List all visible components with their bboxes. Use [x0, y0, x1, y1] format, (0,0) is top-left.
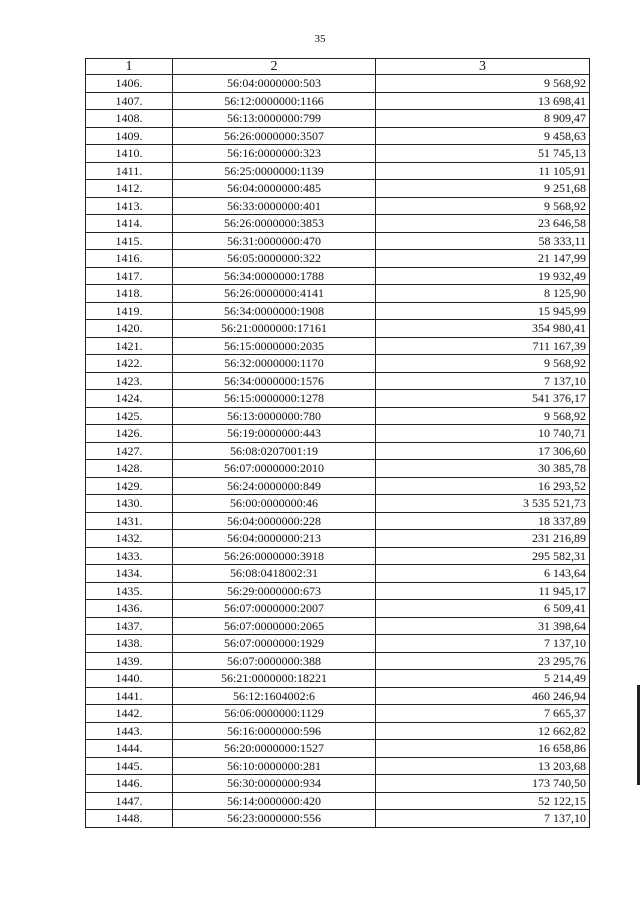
row-number: 1416.: [86, 250, 173, 268]
row-number: 1415.: [86, 232, 173, 250]
cadastral-value: 6 143,64: [376, 565, 590, 583]
row-number: 1440.: [86, 670, 173, 688]
cadastral-value: 15 945,99: [376, 302, 590, 320]
table-row: [86, 617, 590, 635]
cadastral-number: 56:12:1604002:6: [173, 687, 376, 705]
cadastral-value: 13 698,41: [376, 92, 590, 110]
cadastral-number: 56:16:0000000:596: [173, 722, 376, 740]
table-row: [86, 425, 590, 443]
cadastral-value: 51 745,13: [376, 145, 590, 163]
cadastral-number: 56:07:0000000:1929: [173, 635, 376, 653]
table-row: [86, 197, 590, 215]
cadastral-value: 16 293,52: [376, 477, 590, 495]
table-row: [86, 372, 590, 390]
cadastral-value: 10 740,71: [376, 425, 590, 443]
cadastral-value: 52 122,15: [376, 792, 590, 810]
row-number: 1407.: [86, 92, 173, 110]
row-number: 1413.: [86, 197, 173, 215]
column-header-3: 3: [376, 59, 590, 75]
row-number: 1442.: [86, 705, 173, 723]
cadastral-number: 56:13:0000000:780: [173, 407, 376, 425]
cadastral-value: 19 932,49: [376, 267, 590, 285]
row-number: 1418.: [86, 285, 173, 303]
table-row: [86, 267, 590, 285]
row-number: 1406.: [86, 75, 173, 93]
table-row: [86, 477, 590, 495]
cadastral-number: 56:26:0000000:3918: [173, 547, 376, 565]
table-row: [86, 740, 590, 758]
cadastral-number: 56:20:0000000:1527: [173, 740, 376, 758]
table-row: [86, 232, 590, 250]
cadastral-value: 354 980,41: [376, 320, 590, 338]
cadastral-value: 23 295,76: [376, 652, 590, 670]
row-number: 1419.: [86, 302, 173, 320]
row-number: 1436.: [86, 600, 173, 618]
cadastral-value: 16 658,86: [376, 740, 590, 758]
cadastral-number: 56:21:0000000:17161: [173, 320, 376, 338]
cadastral-value: 173 740,50: [376, 775, 590, 793]
cadastral-number: 56:14:0000000:420: [173, 792, 376, 810]
page-number: 35: [314, 33, 326, 45]
cadastral-value: 13 203,68: [376, 757, 590, 775]
cadastral-value: 231 216,89: [376, 530, 590, 548]
cadastral-number: 56:34:0000000:1908: [173, 302, 376, 320]
row-number: 1431.: [86, 512, 173, 530]
cadastral-number: 56:19:0000000:443: [173, 425, 376, 443]
row-number: 1432.: [86, 530, 173, 548]
cadastral-number: 56:21:0000000:18221: [173, 670, 376, 688]
row-number: 1439.: [86, 652, 173, 670]
column-header-2: 2: [173, 59, 376, 75]
row-number: 1435.: [86, 582, 173, 600]
table-row: [86, 530, 590, 548]
cadastral-number: 56:10:0000000:281: [173, 757, 376, 775]
cadastral-number: 56:13:0000000:799: [173, 110, 376, 128]
cadastral-number: 56:05:0000000:322: [173, 250, 376, 268]
table-row: [86, 722, 590, 740]
cadastral-number: 56:04:0000000:228: [173, 512, 376, 530]
cadastral-value: 23 646,58: [376, 215, 590, 233]
table-row: [86, 670, 590, 688]
row-number: 1412.: [86, 180, 173, 198]
table-row: [86, 337, 590, 355]
table-row: [86, 320, 590, 338]
cadastral-value: 5 214,49: [376, 670, 590, 688]
cadastral-number: 56:30:0000000:934: [173, 775, 376, 793]
cadastral-number: 56:04:0000000:503: [173, 75, 376, 93]
cadastral-value: 7 137,10: [376, 372, 590, 390]
row-number: 1443.: [86, 722, 173, 740]
table-row: [86, 110, 590, 128]
cadastral-value: 9 251,68: [376, 180, 590, 198]
cadastral-number: 56:07:0000000:388: [173, 652, 376, 670]
row-number: 1425.: [86, 407, 173, 425]
cadastral-number: 56:26:0000000:3507: [173, 127, 376, 145]
row-number: 1441.: [86, 687, 173, 705]
cadastral-number: 56:31:0000000:470: [173, 232, 376, 250]
row-number: 1445.: [86, 757, 173, 775]
column-header-1: 1: [86, 59, 173, 75]
row-number: 1438.: [86, 635, 173, 653]
table-header-row: [86, 59, 590, 75]
cadastral-value: 9 458,63: [376, 127, 590, 145]
cadastral-number: 56:08:0207001:19: [173, 442, 376, 460]
cadastral-value: 11 945,17: [376, 582, 590, 600]
table-row: [86, 792, 590, 810]
cadastral-value: 21 147,99: [376, 250, 590, 268]
row-number: 1427.: [86, 442, 173, 460]
cadastral-value: 9 568,92: [376, 407, 590, 425]
table-row: [86, 565, 590, 583]
row-number: 1433.: [86, 547, 173, 565]
row-number: 1409.: [86, 127, 173, 145]
cadastral-number: 56:07:0000000:2065: [173, 617, 376, 635]
table-row: [86, 442, 590, 460]
cadastral-number: 56:26:0000000:3853: [173, 215, 376, 233]
cadastral-value: 30 385,78: [376, 460, 590, 478]
table-row: [86, 285, 590, 303]
table-row: [86, 390, 590, 408]
cadastral-number: 56:25:0000000:1139: [173, 162, 376, 180]
cadastral-number: 56:04:0000000:213: [173, 530, 376, 548]
cadastral-value-table: [85, 58, 590, 828]
table-row: [86, 250, 590, 268]
cadastral-value: 9 568,92: [376, 75, 590, 93]
cadastral-number: 56:00:0000000:46: [173, 495, 376, 513]
table-row: [86, 757, 590, 775]
cadastral-value: 6 509,41: [376, 600, 590, 618]
table-row: [86, 810, 590, 828]
table-row: [86, 460, 590, 478]
cadastral-number: 56:04:0000000:485: [173, 180, 376, 198]
row-number: 1448.: [86, 810, 173, 828]
row-number: 1437.: [86, 617, 173, 635]
cadastral-number: 56:07:0000000:2007: [173, 600, 376, 618]
cadastral-value: 18 337,89: [376, 512, 590, 530]
cadastral-value: 8 125,90: [376, 285, 590, 303]
cadastral-value: 9 568,92: [376, 355, 590, 373]
cadastral-number: 56:29:0000000:673: [173, 582, 376, 600]
cadastral-value: 541 376,17: [376, 390, 590, 408]
table-row: [86, 127, 590, 145]
cadastral-number: 56:24:0000000:849: [173, 477, 376, 495]
row-number: 1444.: [86, 740, 173, 758]
table-row: [86, 600, 590, 618]
cadastral-value: 12 662,82: [376, 722, 590, 740]
table-row: [86, 180, 590, 198]
table-row: [86, 687, 590, 705]
row-number: 1430.: [86, 495, 173, 513]
table-row: [86, 355, 590, 373]
cadastral-value: 711 167,39: [376, 337, 590, 355]
row-number: 1423.: [86, 372, 173, 390]
cadastral-number: 56:15:0000000:1278: [173, 390, 376, 408]
row-number: 1429.: [86, 477, 173, 495]
row-number: 1426.: [86, 425, 173, 443]
table-row: [86, 705, 590, 723]
table-row: [86, 512, 590, 530]
table-row: [86, 407, 590, 425]
cadastral-number: 56:15:0000000:2035: [173, 337, 376, 355]
cadastral-number: 56:08:0418002:31: [173, 565, 376, 583]
table-row: [86, 582, 590, 600]
table-row: [86, 652, 590, 670]
row-number: 1410.: [86, 145, 173, 163]
cadastral-value: 9 568,92: [376, 197, 590, 215]
row-number: 1421.: [86, 337, 173, 355]
cadastral-value: 31 398,64: [376, 617, 590, 635]
table-row: [86, 215, 590, 233]
row-number: 1447.: [86, 792, 173, 810]
row-number: 1434.: [86, 565, 173, 583]
cadastral-number: 56:07:0000000:2010: [173, 460, 376, 478]
cadastral-value: 7 665,37: [376, 705, 590, 723]
table-body: [86, 75, 590, 828]
row-number: 1411.: [86, 162, 173, 180]
cadastral-number: 56:34:0000000:1576: [173, 372, 376, 390]
cadastral-number: 56:16:0000000:323: [173, 145, 376, 163]
cadastral-number: 56:32:0000000:1170: [173, 355, 376, 373]
cadastral-value: 7 137,10: [376, 810, 590, 828]
row-number: 1414.: [86, 215, 173, 233]
row-number: 1422.: [86, 355, 173, 373]
cadastral-number: 56:26:0000000:4141: [173, 285, 376, 303]
row-number: 1428.: [86, 460, 173, 478]
row-number: 1417.: [86, 267, 173, 285]
cadastral-value: 11 105,91: [376, 162, 590, 180]
cadastral-number: 56:06:0000000:1129: [173, 705, 376, 723]
cadastral-value: 58 333,11: [376, 232, 590, 250]
table-row: [86, 635, 590, 653]
row-number: 1420.: [86, 320, 173, 338]
cadastral-number: 56:12:0000000:1166: [173, 92, 376, 110]
cadastral-value: 295 582,31: [376, 547, 590, 565]
table-row: [86, 75, 590, 93]
cadastral-value: 3 535 521,73: [376, 495, 590, 513]
table-row: [86, 547, 590, 565]
cadastral-value: 7 137,10: [376, 635, 590, 653]
cadastral-value: 17 306,60: [376, 442, 590, 460]
cadastral-value: 8 909,47: [376, 110, 590, 128]
row-number: 1424.: [86, 390, 173, 408]
row-number: 1446.: [86, 775, 173, 793]
table-row: [86, 162, 590, 180]
table-row: [86, 775, 590, 793]
table-row: [86, 495, 590, 513]
cadastral-number: 56:33:0000000:401: [173, 197, 376, 215]
cadastral-value: 460 246,94: [376, 687, 590, 705]
row-number: 1408.: [86, 110, 173, 128]
cadastral-number: 56:34:0000000:1788: [173, 267, 376, 285]
table-row: [86, 302, 590, 320]
table-row: [86, 92, 590, 110]
cadastral-number: 56:23:0000000:556: [173, 810, 376, 828]
table-row: [86, 145, 590, 163]
